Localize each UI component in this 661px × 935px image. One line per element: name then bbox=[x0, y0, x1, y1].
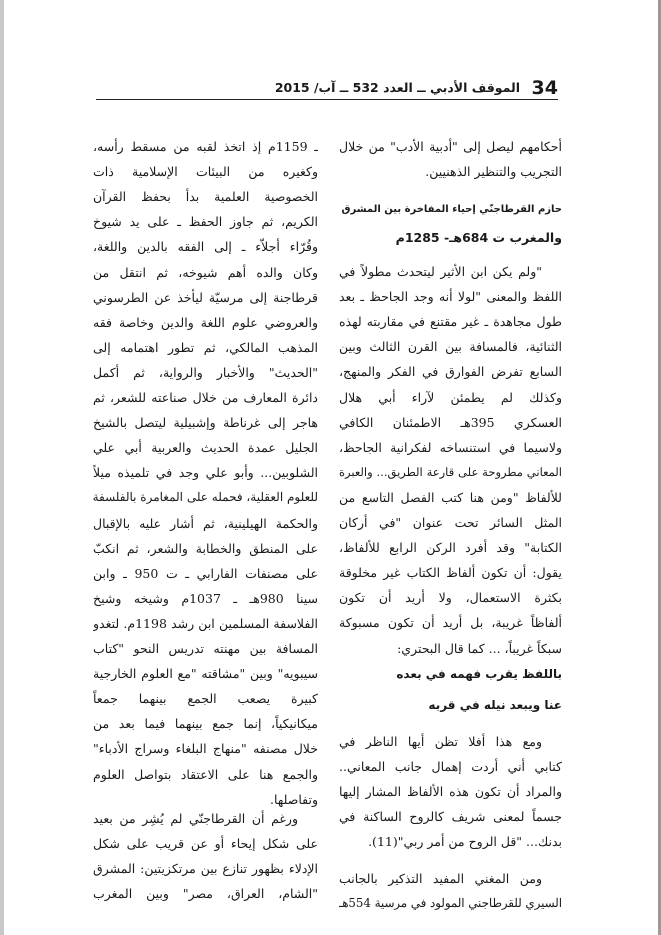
running-header bbox=[96, 76, 558, 102]
paragraph-line: العسكري 395هـ الاطمئنان الكافي bbox=[339, 414, 562, 430]
paragraph-line: ورغم أن القرطاجنّي لم يُشِر من بعيد bbox=[93, 811, 298, 826]
paragraph-line: اللفظ والمعنى "لولا أنه وجد الجاحظ ـ بعد bbox=[339, 289, 562, 305]
paragraph-line: على المنطق والخطابة والشعر، ثم انكبّ bbox=[93, 540, 318, 556]
section-heading: حازم القرطاجنّي إحياء المفاخرة بين المشرق bbox=[341, 204, 562, 215]
paragraph-line: المسافة بين مهنته تدريس النحو "كتاب bbox=[93, 641, 318, 656]
paragraph-line: "ولم يكن ابن الأثير ليتحدث مطولاً في bbox=[339, 264, 542, 279]
paragraph-line: ميكانيكياً، إنما جمع بينهما فيما بعد من bbox=[93, 716, 318, 732]
paragraph-line: للألفاظ "ومن هنا كتب الفصل التاسع من bbox=[339, 489, 562, 505]
paragraph-line: بكثرة الاستعمال، ولا أريد أن تكون bbox=[339, 590, 562, 606]
paragraph-line: ـ 1159م إذ اتخذ لقبه من مسقط رأسه، bbox=[93, 139, 318, 154]
paragraph-line: كبيرة يصعب الجمع بينهما جمعاً bbox=[93, 691, 318, 707]
paragraph-line: على شكل إيحاء أو عن قريب على شكل bbox=[93, 836, 318, 852]
paragraph-line: الكريم، ثم جاوز الحفظ ـ على يد شيوخ bbox=[93, 214, 318, 230]
paragraph-line: سيبويه" وبين "مشاقته "مع العلوم الخارجية bbox=[93, 666, 318, 682]
paragraph-line: يقول: أن تكون ألفاظ الكتاب غير مخلوقة bbox=[339, 565, 562, 581]
poem-verse: باللفظ يقرب فهمه في بعده bbox=[396, 667, 562, 681]
paragraph-line: الكتابة" وقد أفرد الركن الرابع للألفاظ، bbox=[339, 540, 562, 556]
paragraph-line: دائرة المعارف من خلال صناعته للشعر، ثم bbox=[93, 390, 318, 405]
section-heading: والمغرب ت 684هـ- 1285م bbox=[395, 230, 562, 245]
paragraph-line: ألفاظاً غريبة، بل أريد أن تكون مسبوكة bbox=[339, 615, 562, 631]
paragraph-line: المذهب المالكي، ثم تطور اهتمامه إلى bbox=[93, 339, 318, 355]
paragraph-line: ومع هذا أفلا تظن أيها الناظر في bbox=[339, 734, 542, 749]
paragraph-line: وكذلك لم يطمئن لآراء أبي هلال bbox=[339, 389, 562, 405]
paragraph-line: الثنائية، فالمسافة بين القرن الثالث وبين bbox=[339, 339, 562, 355]
paragraph-line: سينا 980هـ ـ 1037م وشيخه وشيخ bbox=[93, 590, 318, 606]
journal-issue-title: الموقف الأدبي ــ العدد 532 ــ آب/ 2015 bbox=[274, 80, 520, 95]
page-number: 34 bbox=[531, 77, 558, 99]
paragraph-line: طول مجاهدة ـ غير مقتنع في مقاربته لهذه bbox=[339, 314, 562, 330]
page-edge-left bbox=[0, 0, 4, 935]
paragraph-line: كتابي أني أردت إهمال جانب المعاني.. bbox=[339, 759, 562, 775]
paragraph-line: السيري للقرطاجني المولود في مرسية 554هـ bbox=[339, 896, 562, 911]
paragraph-line: خلال مصنفه "منهاج البلغاء وسراج الأدباء" bbox=[93, 741, 318, 757]
paragraph-line: للعلوم العقلية، فحمله على المغامرة بالفلسفة bbox=[93, 490, 318, 505]
paragraph-line: ولاسيما في استنساخه لفكرانية الجاحظ، bbox=[339, 439, 562, 455]
paragraph-line: "الشام، العراق، مصر" وبين المغرب bbox=[93, 886, 318, 902]
paragraph-line: المعاني مطروحة على قارعة الطريق... والعبرة bbox=[339, 464, 562, 479]
paragraph-line: الشلوبين... وأبو علي وجد في تلميذه ميلاً bbox=[93, 465, 318, 481]
paragraph-line: والحكمة الهيلينية، ثم أشار عليه بالإقبال bbox=[93, 515, 318, 531]
paragraph-line: والمراد أن تكون هذه الألفاظ المشار إليها bbox=[339, 784, 562, 800]
paragraph-line: جسماً لمعنى شريف كالروح الساكنة في bbox=[339, 809, 562, 825]
intro-line: أحكامهم ليصل إلى "أدبية الأدب" من خلال bbox=[339, 139, 562, 154]
paragraph-line: الخصوصية العلمية بدأ بحفظ القرآن bbox=[93, 189, 318, 205]
paragraph-line: الجليل عمدة الحديث والعربية أبي علي bbox=[93, 440, 318, 456]
paragraph-line: "الحديث" والأخبار والرواية، ثم أكمل bbox=[93, 364, 318, 380]
paragraph-line: سبكاً غريباً، ... كما قال البحتري: bbox=[397, 640, 562, 656]
paragraph-line: وقُرّاء أجلاّء ـ إلى الفقه بالدين واللغة، bbox=[93, 239, 318, 255]
paragraph-line: الإدلاء بظهور تنازع بين مرتكزيتين: المشرق bbox=[93, 861, 318, 877]
paragraph-line: على مصنفات الفارابي ـ ت 950 ـ وابن bbox=[93, 565, 318, 581]
intro-line: التجريب والتنظير الذهنيين. bbox=[425, 164, 562, 180]
paragraph-line: ومن المغني المفيد التذكير بالجانب bbox=[339, 871, 542, 886]
paragraph-line: وتفاصلها. bbox=[270, 791, 318, 807]
paragraph-line: والجمع هنا على الاعتقاد بتواصل العلوم bbox=[93, 766, 318, 782]
paragraph-line: السابع تفرض الفوارق في الفكر والمنهج، bbox=[339, 364, 562, 380]
paragraph-line: وكان والده أهم شيوخه، ثم انتقل من bbox=[93, 264, 318, 280]
paragraph-line: المثل السائر تحت عنوان "في أركان bbox=[339, 515, 562, 530]
header-divider bbox=[96, 99, 558, 100]
paragraph-line: والعروضي علوم اللغة والدين وخاصة فقه bbox=[93, 314, 318, 330]
paragraph-line: بدنك... "قل الروح من أمر ربي"(11). bbox=[368, 834, 562, 850]
poem-verse: عنا ويبعد نيله في قربه bbox=[428, 698, 562, 712]
paragraph-line: وكغيره من البيئات الإسلامية ذات bbox=[93, 164, 318, 180]
paragraph-line: الفلاسفة المسلمين ابن رشد 1198م. لتغدو bbox=[93, 615, 318, 631]
paragraph-line: هاجر إلى غرناطة وإشبيلية ليتصل بالشيخ bbox=[93, 415, 318, 431]
paragraph-line: قرطاجنة إلى مرسيّة ليأخذ عن الطرسوني bbox=[93, 289, 318, 305]
